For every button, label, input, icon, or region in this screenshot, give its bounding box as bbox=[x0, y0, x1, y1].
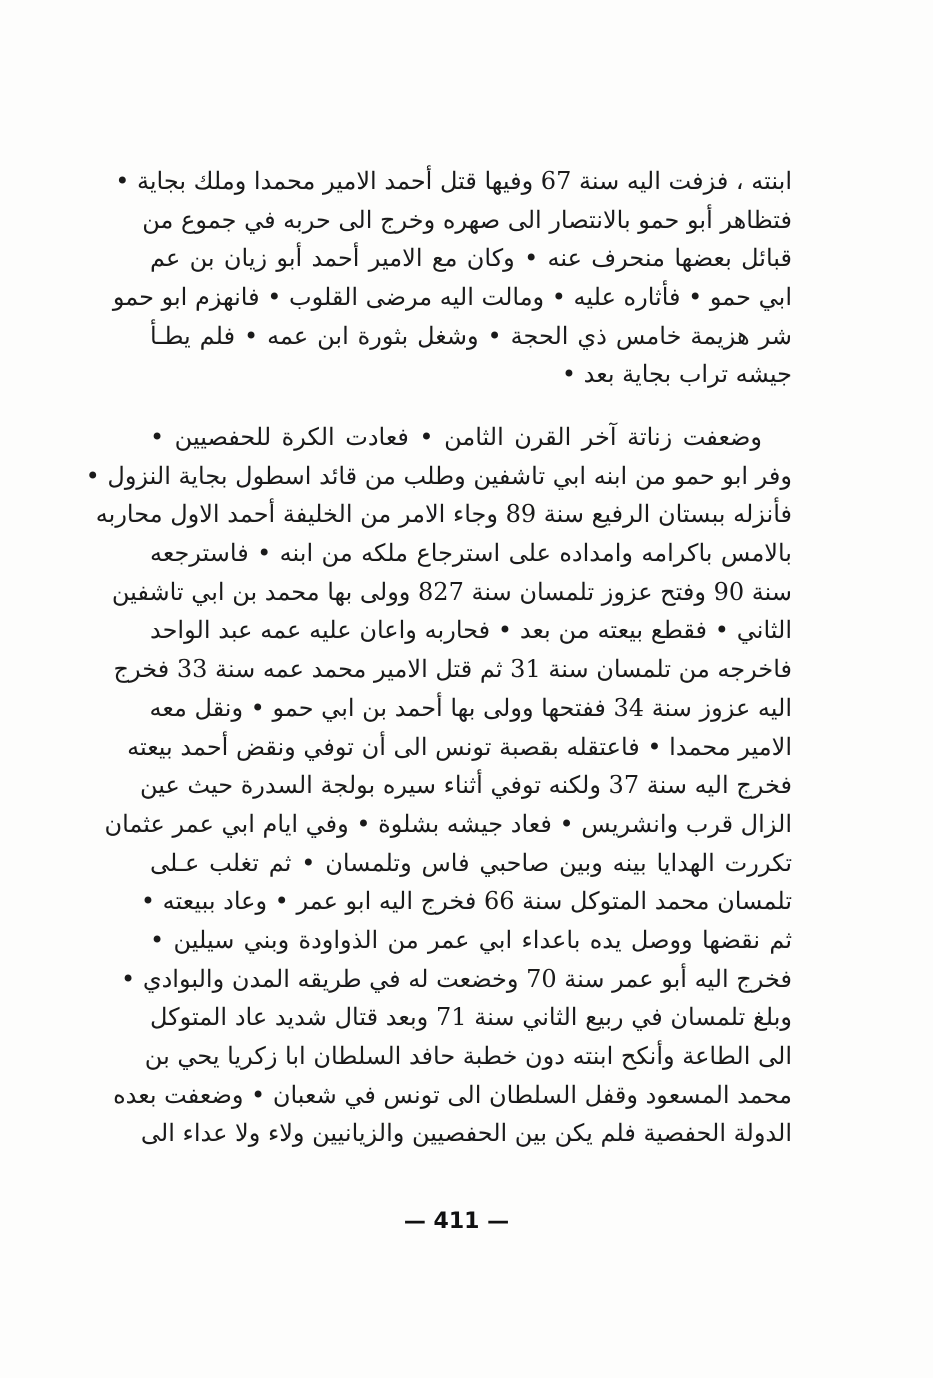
page-number: — 411 — bbox=[403, 1209, 510, 1234]
text-line: اليه عزوز سنة 34 ففتحها وولى بها أحمد بن ابي حمو • ونقل معه bbox=[149, 693, 792, 722]
text-line: بالامس باكرامه وامداده على استرجاع ملكه من ابنه • فاسترجعه bbox=[150, 539, 792, 568]
text-line: وضعفت زناتة آخر القرن الثامن • فعادت الكرة للحفصيين • bbox=[150, 423, 762, 451]
text-line: تلمسان محمد المتوكل سنة 66 فخرج اليه ابو عمر • وعاد ببيعته • bbox=[140, 887, 792, 916]
text-line: الدولة الحفصية فلم يكن بين الحفصيين والزيانيين ولاء ولا عداء الى bbox=[140, 1119, 792, 1148]
text-line: الامير محمدا • فاعتقله بقصبة تونس الى أن توفي ونقض أحمد بيعته bbox=[127, 732, 792, 761]
text-line: ثم نقضها ووصل يده باعداء ابي عمر من الذواودة وبني سيلين • bbox=[150, 925, 792, 954]
paragraph-1 bbox=[112, 162, 792, 394]
text-line: شر هزيمة خامس ذي الحجة • وشغل بثورة ابن عمه • فلم يطـأ bbox=[150, 321, 792, 350]
text-line: محمد المسعود وقفل السلطان الى تونس في شعبان • وضعفت بعده bbox=[113, 1080, 792, 1109]
text-line: فخرج اليه سنة 37 ولكنه توفي أثناء سيره بولجة السدرة حيث عين bbox=[139, 771, 792, 800]
text-line: ابي حمو • فأثاره عليه • ومالت اليه مرضى القلوب • فانهزم ابو حمو bbox=[112, 283, 792, 312]
text-line: ابنته ، فزفت اليه سنة 67 وفيها قتل أحمد الامير محمدا وملك بجاية • bbox=[115, 167, 792, 195]
text-line: فتظاهر أبو حمو بالانتصار الى صهره وخرج الى حربه في جموع من bbox=[142, 205, 792, 234]
paragraph-2 bbox=[85, 418, 792, 1153]
text-line: الزال قرب وانشريس • فعاد جيشه بشلوة • وفي ايام ابي عمر عثمان bbox=[104, 809, 792, 838]
text-line: تكررت الهدايا بينه وبين صاحبي فاس وتلمسان • ثم تغلب عـلى bbox=[150, 848, 792, 877]
text-line: وفر ابو حمو من ابنه ابي تاشفين وطلب من قائد اسطول بجاية النزول • bbox=[85, 461, 792, 490]
text-line: وبلغ تلمسان في ربيع الثاني سنة 71 وبعد قتال شديد عاد المتوكل bbox=[150, 1003, 792, 1032]
text-line: قبائل بعضها منحرف عنه • وكان مع الامير أحمد أبو زيان بن عم bbox=[150, 244, 792, 273]
text-line: فاخرجه من تلمسان سنة 31 ثم قتل الامير محمد عمه سنة 33 فخرج bbox=[113, 655, 792, 684]
text-line: فأنزله ببستان الرفيع سنة 89 وجاء الامر من الخليفة أحمد الاول محاربه bbox=[95, 500, 792, 529]
text-line: جيشه تراب بجاية بعد • bbox=[561, 360, 792, 389]
text-line: الثاني • فقطع بيعته من بعد • فحاربه واعان عليه عمه عبد الواحد bbox=[150, 616, 792, 645]
text-line: الى الطاعة وأنكح ابنته دون خطبة حافد السلطان ابا زكريا يحي بن bbox=[144, 1042, 792, 1070]
text-line: سنة 90 وفتح عزوز تلمسان سنة 827 وولى بها محمد بن ابي تاشفين bbox=[111, 577, 792, 606]
text-line: فخرج اليه أبو عمر سنة 70 وخضعت له في طريقه المدن والبوادي • bbox=[121, 964, 792, 993]
